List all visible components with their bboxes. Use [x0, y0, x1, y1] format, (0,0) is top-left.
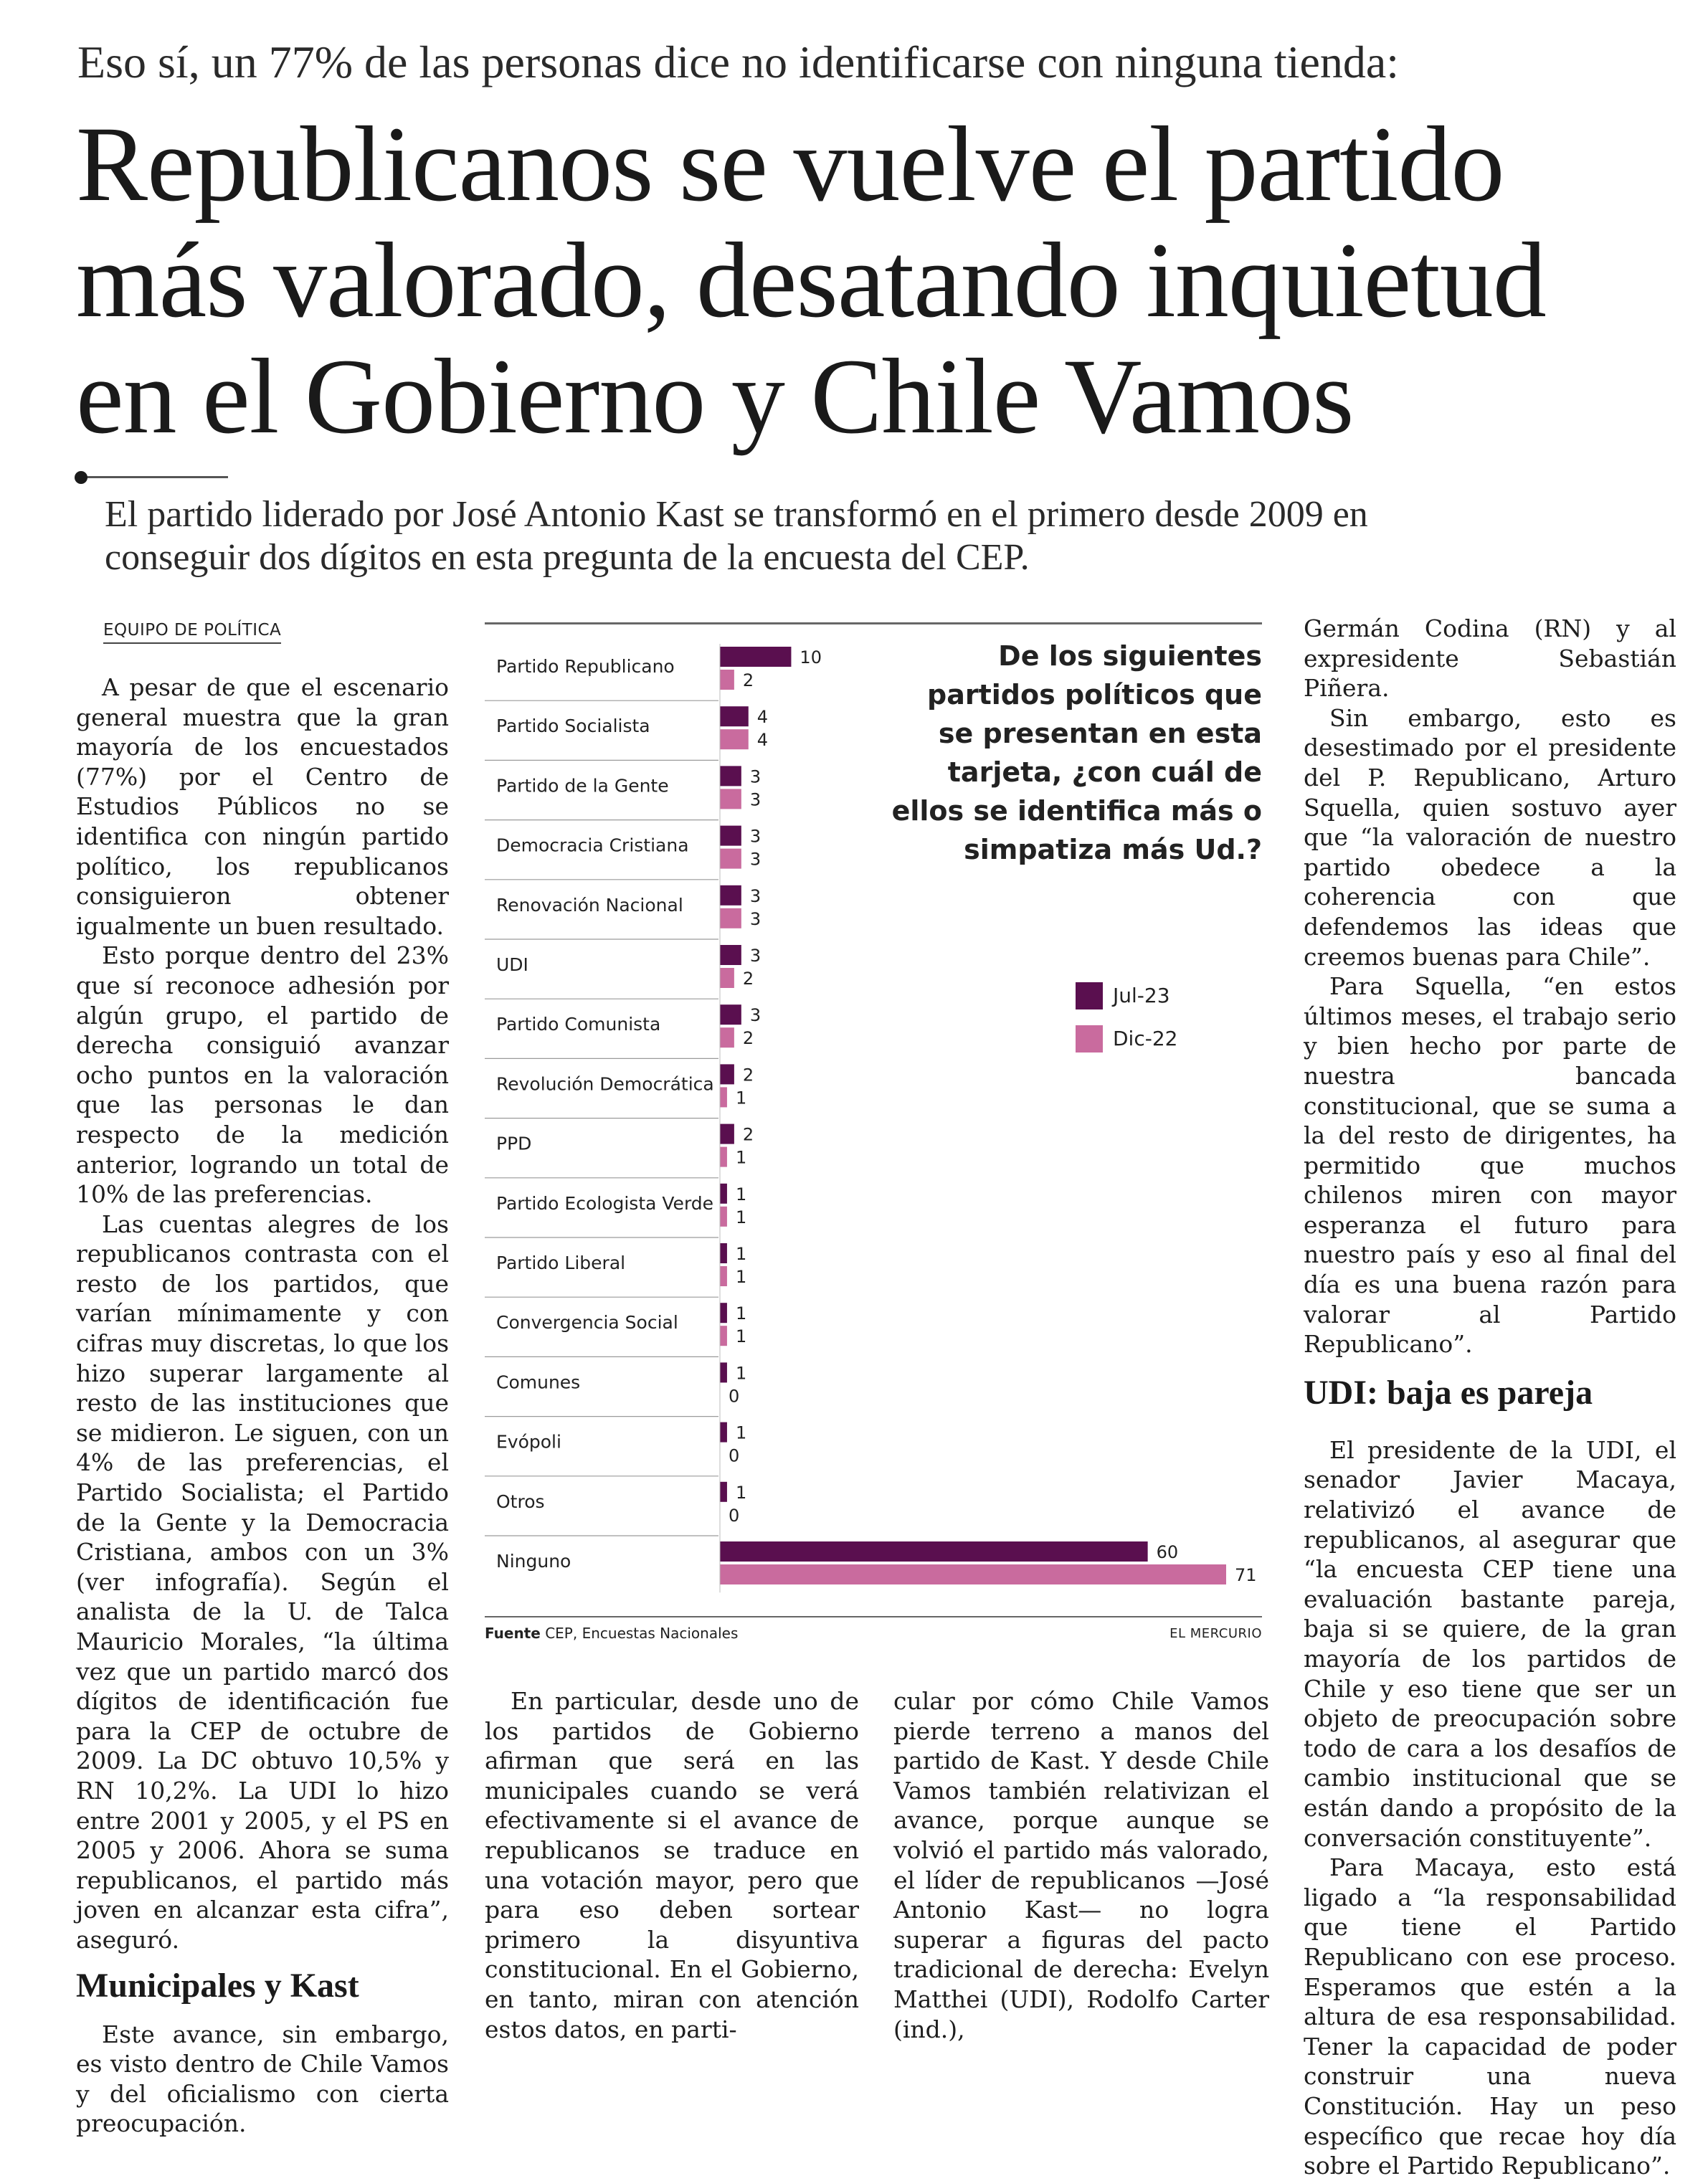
data-label: 0	[729, 1386, 740, 1407]
headline-line: más valorado, desatando inquietud	[76, 221, 1546, 340]
category-label: Otros	[496, 1491, 545, 1512]
source-text: CEP, Encuestas Nacionales	[545, 1625, 739, 1642]
data-label: 1	[735, 1184, 747, 1204]
data-label: 1	[735, 1147, 747, 1168]
bar-dic22	[720, 1326, 727, 1346]
legend-label: Jul-23	[1113, 984, 1170, 1007]
category-label: UDI	[496, 954, 528, 975]
bar-jul23	[720, 647, 791, 667]
decorative-rule	[77, 476, 228, 478]
data-label: 3	[749, 766, 762, 787]
data-label: 3	[749, 885, 762, 906]
category-label: Evópoli	[496, 1431, 561, 1453]
data-label: 1	[735, 1207, 747, 1227]
data-label: 60	[1156, 1542, 1179, 1562]
column-3	[893, 1686, 1269, 2044]
data-label: 10	[800, 647, 822, 667]
column-2	[485, 1686, 859, 2044]
data-label: 1	[735, 1244, 747, 1264]
category-label: PPD	[496, 1133, 532, 1154]
bar-dic22	[720, 1087, 727, 1107]
lede-line: conseguir dos dígitos en esta pregunta de la encuesta del CEP.	[105, 537, 1030, 578]
data-label: 3	[749, 789, 762, 810]
data-label: 1	[735, 1303, 747, 1324]
category-label: Partido Ecologista Verde	[496, 1192, 714, 1214]
column-1	[76, 673, 449, 2139]
data-label: 0	[729, 1445, 740, 1466]
category-label: Partido Republicano	[496, 656, 675, 677]
category-label: Revolución Democrática	[496, 1073, 714, 1095]
bar-jul23	[720, 1541, 1148, 1562]
data-label: 1	[735, 1326, 747, 1347]
data-label: 3	[749, 908, 762, 929]
legend-swatch-jul23	[1076, 982, 1103, 1009]
bar-dic22	[720, 849, 741, 869]
paragraph: Para Squella, “en estos últimos meses, el trabajo serio y bien hecho por parte de nuestra bancada constitucional, que se suma a la del resto de dirigentes, ha permitido que muchos chilenos miren con mayor esperanza el futuro para nuestro país y eso al final del día es una buena razón para valorar al Partido Republicano”.	[1304, 972, 1676, 1359]
paragraph: Sin embargo, esto es desestimado por el presidente del P. Republicano, Arturo Squella, quien sostuvo ayer que “la valoración de nuestro partido obedece a la coherencia con que defendemos las ideas que creemos buenas para Chile”.	[1304, 703, 1676, 971]
bar-dic22	[720, 908, 741, 928]
chart-brand: EL MERCURIO	[1169, 1626, 1262, 1641]
data-label: 1	[735, 1363, 747, 1384]
bar-jul23	[720, 1243, 727, 1263]
category-label: Renovación Nacional	[496, 894, 683, 916]
byline: EQUIPO DE POLÍTICA	[103, 621, 281, 644]
data-label: 3	[749, 826, 762, 847]
data-label: 2	[742, 1065, 754, 1085]
column-4	[1304, 614, 1676, 2181]
data-label: 4	[756, 707, 769, 728]
lede	[105, 493, 1689, 579]
subhead-municipales: Municipales y Kast	[76, 1966, 359, 2005]
data-label: 2	[742, 969, 754, 989]
bar-jul23	[720, 1422, 727, 1443]
bar-jul23	[720, 826, 741, 846]
headline	[76, 106, 1689, 455]
category-label: Ninguno	[496, 1551, 571, 1572]
category-label: Partido Liberal	[496, 1253, 626, 1273]
data-label: 0	[729, 1505, 740, 1526]
data-label: 4	[756, 730, 769, 751]
data-label: 3	[749, 1005, 762, 1026]
bar-jul23	[720, 706, 749, 726]
data-label: 1	[735, 1422, 747, 1443]
bar-dic22	[720, 968, 734, 988]
bar-jul23	[720, 1064, 734, 1084]
lede-line: El partido liderado por José Antonio Kast se transformó en el primero desde 2009 en	[105, 494, 1368, 535]
bar-dic22	[720, 1564, 1226, 1584]
category-label: Democracia Cristiana	[496, 835, 689, 856]
subhead-udi: UDI: baja es pareja	[1304, 1373, 1593, 1412]
paragraph: Para Macaya, esto está ligado a “la responsabilidad que tiene el Partido Republicano con ese proceso. Esperamos que estén a la altura de esa responsabilidad. Tener la capacidad de poder construir una nueva Constitución. Hay un peso específico que recae hoy día sobre el Partido Republicano”.	[1304, 1853, 1676, 2180]
headline-line: en el Gobierno y Chile Vamos	[76, 337, 1354, 456]
kicker: Eso sí, un 77% de las personas dice no identificarse con ninguna tienda:	[77, 37, 1400, 87]
paragraph: Las cuentas alegres de los republicanos contrasta con el resto de los partidos, que varían mínimamente y con cifras muy discretas, lo que los hizo superar largamente al resto de las instituciones que se midieron. Le siguen, con un 4% de las preferencias, el Partido Socialista; el Partido de la Gente y la Democracia Cristiana, ambos con un 3% (ver infografía). Según el analista de la U. de Talca Mauricio Morales, “la última vez que un partido marcó dos dígitos de identificación fue para la CEP de octubre de 2009. La DC obtuvo 10,5% y RN 10,2%. La UDI lo hizo entre 2001 y 2005, y el PS en 2005 y 2006. Ahora se suma republicanos, el partido más joven en alcanzar esta cifra”, aseguró.	[76, 1210, 449, 1954]
data-label: 1	[735, 1267, 747, 1287]
data-label: 71	[1235, 1565, 1257, 1585]
paragraph: cular por cómo Chile Vamos pierde terreno a manos del partido de Kast. Y desde Chile Vamos también relativizan el avance, porque aunque se volvió el partido más valorado, el líder de republicanos —José Antonio Kast— no logra superar a figuras del pacto tradicional de derecha: Evelyn Matthei (UDI), Rodolfo Carter (ind.),	[893, 1687, 1269, 2043]
data-label: 1	[735, 1482, 747, 1503]
bar-jul23	[720, 885, 741, 906]
bar-jul23	[720, 1004, 741, 1025]
data-label: 2	[742, 1124, 754, 1145]
bar-dic22	[720, 729, 749, 749]
bar-dic22	[720, 1207, 727, 1227]
bar-jul23	[720, 766, 741, 786]
bar-jul23	[720, 1303, 727, 1323]
chart-question: De los siguientes partidos políticos que se presentan en esta tarjeta, ¿con cuál de ellos se identifica más o simpatiza más Ud.?	[891, 640, 1262, 865]
category-label: Partido Comunista	[496, 1014, 661, 1035]
category-label: Partido de la Gente	[496, 775, 669, 797]
paragraph: El presidente de la UDI, el senador Javier Macaya, relativizó el avance de republicanos, al asegurar que “la encuesta CEP tiene una evaluación bastante pareja, baja si se quiere, de la gran mayoría de los partidos de Chile y eso tiene que ser un objeto de preocupación sobre todo de cara a los desafíos de cambio institucional que se están dando a propósito de la conversación constituyente”.	[1304, 1435, 1676, 1852]
bar-dic22	[720, 1266, 727, 1286]
paragraph: En particular, desde uno de los partidos de Gobierno afirman que será en las municipales cuando se verá efectivamente si el avance de republicanos se traduce en una votación mayor, pero que para eso deben sortear primero la disyuntiva constitucional. En el Gobierno, en tanto, miran con atención estos datos, en parti-	[485, 1687, 859, 2043]
bar-jul23	[720, 1124, 734, 1144]
data-label: 3	[749, 946, 762, 966]
category-label: Partido Socialista	[496, 716, 650, 737]
bar-dic22	[720, 670, 734, 690]
category-label: Convergencia Social	[496, 1312, 678, 1334]
bar-dic22	[720, 1027, 734, 1047]
bar-dic22	[720, 1147, 727, 1167]
chart-bottom-rule	[485, 1616, 1262, 1617]
paragraph: Germán Codina (RN) y al expresidente Sebastián Piñera.	[1304, 614, 1676, 703]
data-label: 1	[735, 1088, 747, 1108]
source-label: Fuente	[485, 1625, 541, 1642]
bar-chart	[485, 622, 1262, 1640]
legend-label: Dic-22	[1113, 1027, 1178, 1050]
paragraph: Este avance, sin embargo, es visto dentro de Chile Vamos y del oficialismo con cierta preocupación.	[76, 2020, 449, 2138]
chart-source	[485, 1625, 738, 1642]
data-label: 2	[742, 1028, 754, 1049]
data-label: 2	[742, 670, 754, 690]
bar-dic22	[720, 789, 741, 809]
headline-line: Republicanos se vuelve el partido	[76, 105, 1504, 224]
paragraph: A pesar de que el escenario general muestra que la gran mayoría de los encuestados (77%) por el Centro de Estudios Públicos no se identifica con ningún partido político, los republicanos consiguieron obtener igualmente un buen resultado.	[76, 673, 449, 940]
category-label: Comunes	[496, 1372, 581, 1393]
bar-jul23	[720, 1482, 727, 1502]
bar-jul23	[720, 1362, 727, 1382]
bullet-dot-icon	[75, 471, 87, 484]
bar-jul23	[720, 1184, 727, 1204]
data-label: 3	[749, 849, 762, 870]
paragraph: Esto porque dentro del 23% que sí reconoce adhesión por algún grupo, el partido de derecha consiguió avanzar ocho puntos en la valoración que las personas le dan respecto de la medición anterior, logrando un total de 10% de las preferencias.	[76, 941, 449, 1209]
bar-jul23	[720, 945, 741, 965]
legend-swatch-dic22	[1076, 1025, 1103, 1053]
